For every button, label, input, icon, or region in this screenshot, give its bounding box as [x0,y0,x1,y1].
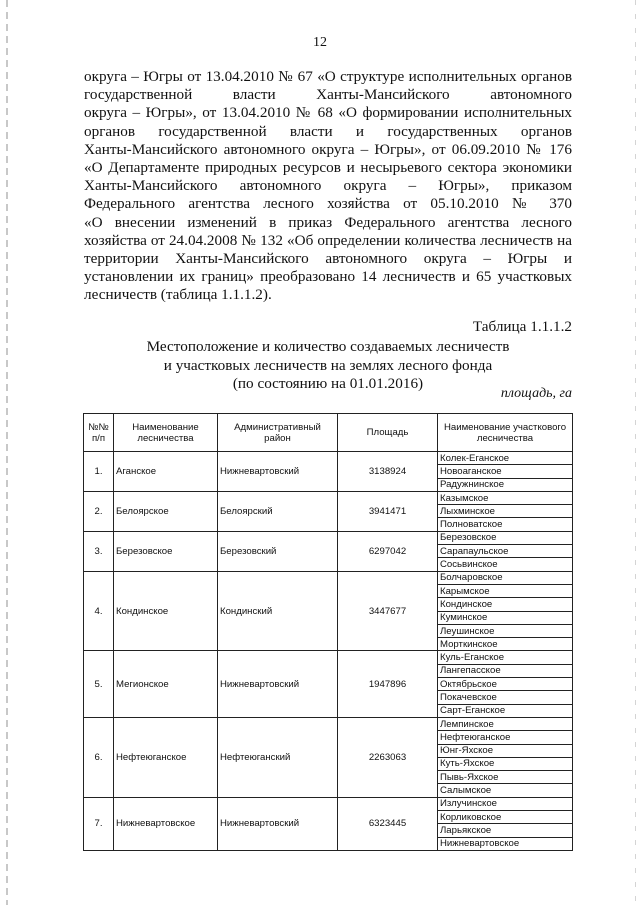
sub-forestry-name: Леушинское [438,624,573,637]
sub-forestry-name: Радужнинское [438,478,573,491]
row-number: 1. [84,452,114,492]
sub-forestry-name: Пывь-Яхское [438,771,573,784]
forestry-name: Кондинское [114,571,218,651]
district-name: Белоярский [218,491,338,531]
sub-forestry-name: Лыхминское [438,505,573,518]
body-line: хозяйства от 24.04.2008 № 132 «Об определении количества лесничеств на [84,231,572,249]
area-value: 6323445 [338,797,438,850]
sub-forestry-name: Болчаровское [438,571,573,584]
forestry-table [83,413,573,851]
body-line: округа – Югры от 13.04.2010 № 67 «О структуре исполнительных органов [84,68,572,85]
body-line: «О Департаменте природных ресурсов и несырьевого сектора экономики [84,159,572,177]
sub-forestry-name: Корликовское [438,811,573,824]
sub-forestry-name: Излучинское [438,797,573,810]
sub-forestry-name: Ларьякское [438,824,573,837]
row-number: 7. [84,797,114,850]
row-number: 3. [84,531,114,571]
body-line: территории Ханты-Мансийского автономного округа – Югры и [84,250,572,268]
table-header-row [84,414,573,452]
body-line: округа – Югры», от 13.04.2010 № 68 «О формировании исполнительных [84,104,572,122]
body-line: Ханты-Мансийского автономного округа – Югры», от 06.09.2010 № 176 [84,140,572,158]
table-title-line: и участковых лесничеств на землях лесного фонда [163,356,493,374]
area-value: 3138924 [338,452,438,492]
forestry-name: Нефтеюганское [114,717,218,797]
body-line: Ханты-Мансийского автономного округа – Югры», приказом [84,177,572,195]
table-row [84,452,573,465]
district-name: Нижневартовский [218,797,338,850]
body-line: государственной власти Ханты-Мансийского автономного [84,86,572,104]
header-district: Административный район [218,414,338,452]
row-number: 5. [84,651,114,717]
sub-forestry-name: Полноватское [438,518,573,531]
sub-forestry-name: Покачевское [438,691,573,704]
sub-forestry-name: Лемпинское [438,717,573,730]
sub-forestry-name: Лангепасское [438,664,573,677]
forestry-name: Нижневартовское [114,797,218,850]
sub-forestry-name: Березовское [438,531,573,544]
area-value: 3941471 [338,491,438,531]
sub-forestry-name: Новоаганское [438,465,573,478]
district-name: Березовский [218,531,338,571]
sub-forestry-name: Колек-Еганское [438,452,573,465]
table-unit: площадь, га [500,386,572,401]
header-num: №№ п/п [84,414,114,452]
area-value: 3447677 [338,571,438,651]
sub-forestry-name: Казымское [438,491,573,504]
table-row [84,651,573,664]
sub-forestry-name: Кондинское [438,598,573,611]
body-line: органов государственной власти и государственных органов [84,122,572,140]
header-area: Площадь [338,414,438,452]
header-sub-forestry: Наименование участкового лесничества [438,414,573,452]
table-row [84,797,573,810]
row-number: 2. [84,491,114,531]
table-row [84,717,573,730]
forestry-name: Мегионское [114,651,218,717]
scan-edge-right [635,0,636,905]
area-value: 1947896 [338,651,438,717]
sub-forestry-name: Карымское [438,584,573,597]
table-title [84,338,572,394]
area-value: 6297042 [338,531,438,571]
table-row [84,491,573,504]
sub-forestry-name: Салымское [438,784,573,797]
table-title-line: Местоположение и количество создаваемых лесничеств [146,338,510,355]
sub-forestry-name: Сосьвинское [438,558,573,571]
table-title-line: (по состоянию на 01.01.2016) [232,375,424,392]
district-name: Нефтеюганский [218,717,338,797]
body-line: установлении их границ» преобразовано 14 лесничеств и 65 участковых [84,268,572,286]
sub-forestry-name: Сарт-Еганское [438,704,573,717]
sub-forestry-name: Юнг-Яхское [438,744,573,757]
row-number: 6. [84,717,114,797]
sub-forestry-name: Октябрьское [438,678,573,691]
body-line: лесничеств (таблица 1.1.1.2). [84,286,272,304]
sub-forestry-name: Куминское [438,611,573,624]
body-paragraph [84,68,572,305]
table-row [84,571,573,584]
sub-forestry-name: Нижневартовское [438,837,573,850]
row-number: 4. [84,571,114,651]
body-line: «О внесении изменений в приказ Федерального агентства лесного [84,213,572,231]
sub-forestry-name: Сарапаульское [438,545,573,558]
body-line: Федерального агентства лесного хозяйства от 05.10.2010 № 370 [84,195,572,213]
table-label: Таблица 1.1.1.2 [472,318,572,335]
district-name: Нижневартовский [218,651,338,717]
forestry-name: Березовское [114,531,218,571]
district-name: Нижневартовский [218,452,338,492]
area-value: 2263063 [338,717,438,797]
sub-forestry-name: Куль-Еганское [438,651,573,664]
sub-forestry-name: Куть-Яхское [438,757,573,770]
table-body [84,452,573,851]
forestry-name: Белоярское [114,491,218,531]
sub-forestry-name: Морткинское [438,638,573,651]
district-name: Кондинский [218,571,338,651]
table-row [84,531,573,544]
header-forestry: Наименование лесничества [114,414,218,452]
forestry-name: Аганское [114,452,218,492]
scan-edge-left [6,0,8,905]
page-number: 12 [313,35,327,50]
sub-forestry-name: Нефтеюганское [438,731,573,744]
